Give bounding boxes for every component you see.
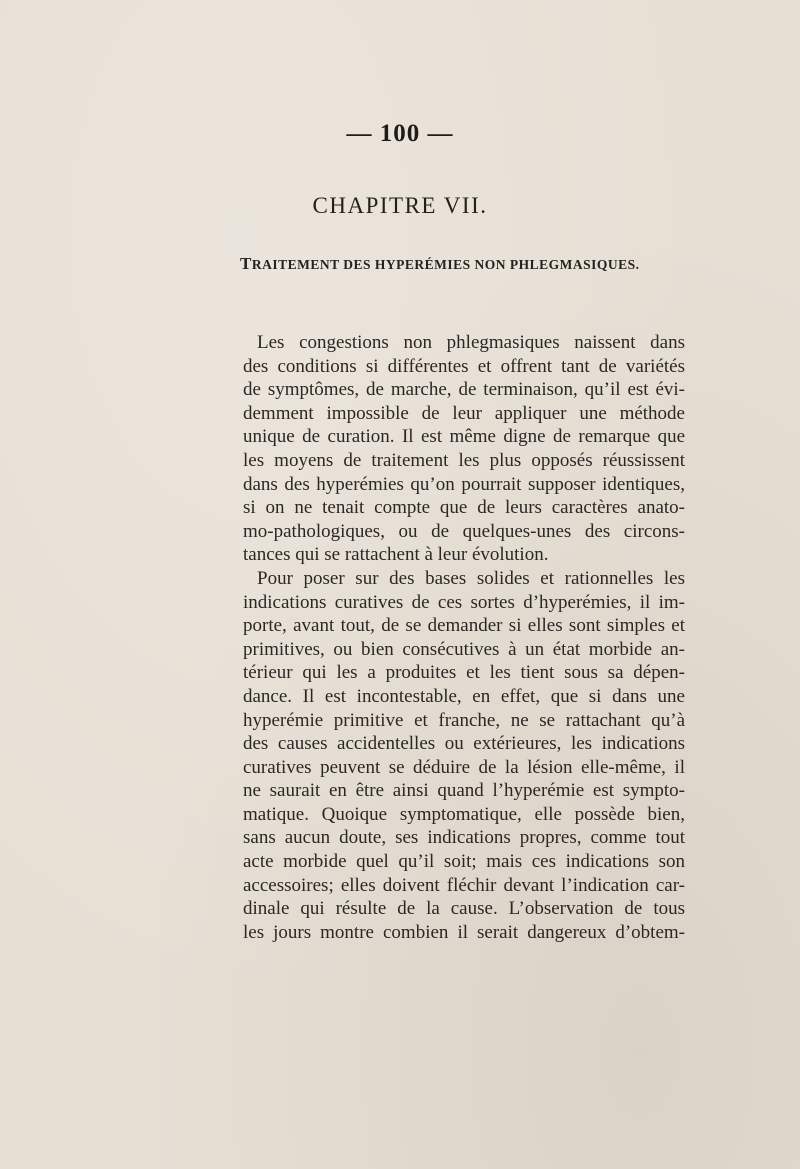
text-line: acte morbide quel qu’il soit; mais ces indications son xyxy=(243,851,685,873)
text-line: si on ne tenait compte que de leurs caractères anato- xyxy=(243,497,685,519)
text-line: mo-pathologiques, ou de quelques-unes des circons- xyxy=(243,520,685,542)
text-line: dans des hyperémies qu’on pourrait supposer identiques, xyxy=(243,473,685,495)
text-line: accessoires; elles doivent fléchir devant l’indication car- xyxy=(243,874,685,896)
section-heading xyxy=(240,254,760,274)
body-text xyxy=(243,331,685,944)
section-heading-rest: RAITEMENT DES HYPERÉMIES NON PHLEGMASIQUES. xyxy=(251,257,640,272)
text-line: curatives peuvent se déduire de la lésion elle-même, il xyxy=(243,756,685,778)
text-line: dinale qui résulte de la cause. L’observation de tous xyxy=(243,898,685,920)
text-line: térieur qui les a produites et les tient sous sa dépen- xyxy=(243,662,685,684)
text-line: des causes accidentelles ou extérieures, les indications xyxy=(243,733,685,755)
text-line: des conditions si différentes et offrent tant de variétés xyxy=(243,355,685,377)
text-line: de symptômes, de marche, de terminaison, qu’il est évi- xyxy=(243,379,685,401)
text-line: Les congestions non phlegmasiques naissent dans xyxy=(257,332,685,353)
text-line: primitives, ou bien consécutives à un état morbide an- xyxy=(243,638,685,660)
section-heading-initial: T xyxy=(240,254,252,273)
text-line: dance. Il est incontestable, en effet, que si dans une xyxy=(243,685,685,707)
text-line: sans aucun doute, ses indications propres, comme tout xyxy=(243,827,685,849)
chapter-title: CHAPITRE VII. xyxy=(312,193,488,218)
text-line: tances qui se rattachent à leur évolution. xyxy=(243,544,549,566)
text-line: ne saurait en être ainsi quand l’hyperémie est sympto- xyxy=(243,780,685,802)
text-line: porte, avant tout, de se demander si elles sont simples et xyxy=(243,615,685,637)
text-line: demment impossible de leur appliquer une méthode xyxy=(243,402,685,424)
text-line: hyperémie primitive et franche, ne se rattachant qu’à xyxy=(243,709,685,731)
page-number: — 100 — xyxy=(346,120,454,147)
text-line: indications curatives de ces sortes d’hyperémies, il im- xyxy=(243,591,685,613)
text-line: les moyens de traitement les plus opposés réussissent xyxy=(243,449,685,471)
text-line: Pour poser sur des bases solides et rationnelles les xyxy=(257,567,685,589)
text-line: unique de curation. Il est même digne de remarque que xyxy=(243,426,685,448)
text-line: matique. Quoique symptomatique, elle possède bien, xyxy=(243,803,685,825)
text-line: les jours montre combien il serait dangereux d’obtem- xyxy=(243,921,685,943)
